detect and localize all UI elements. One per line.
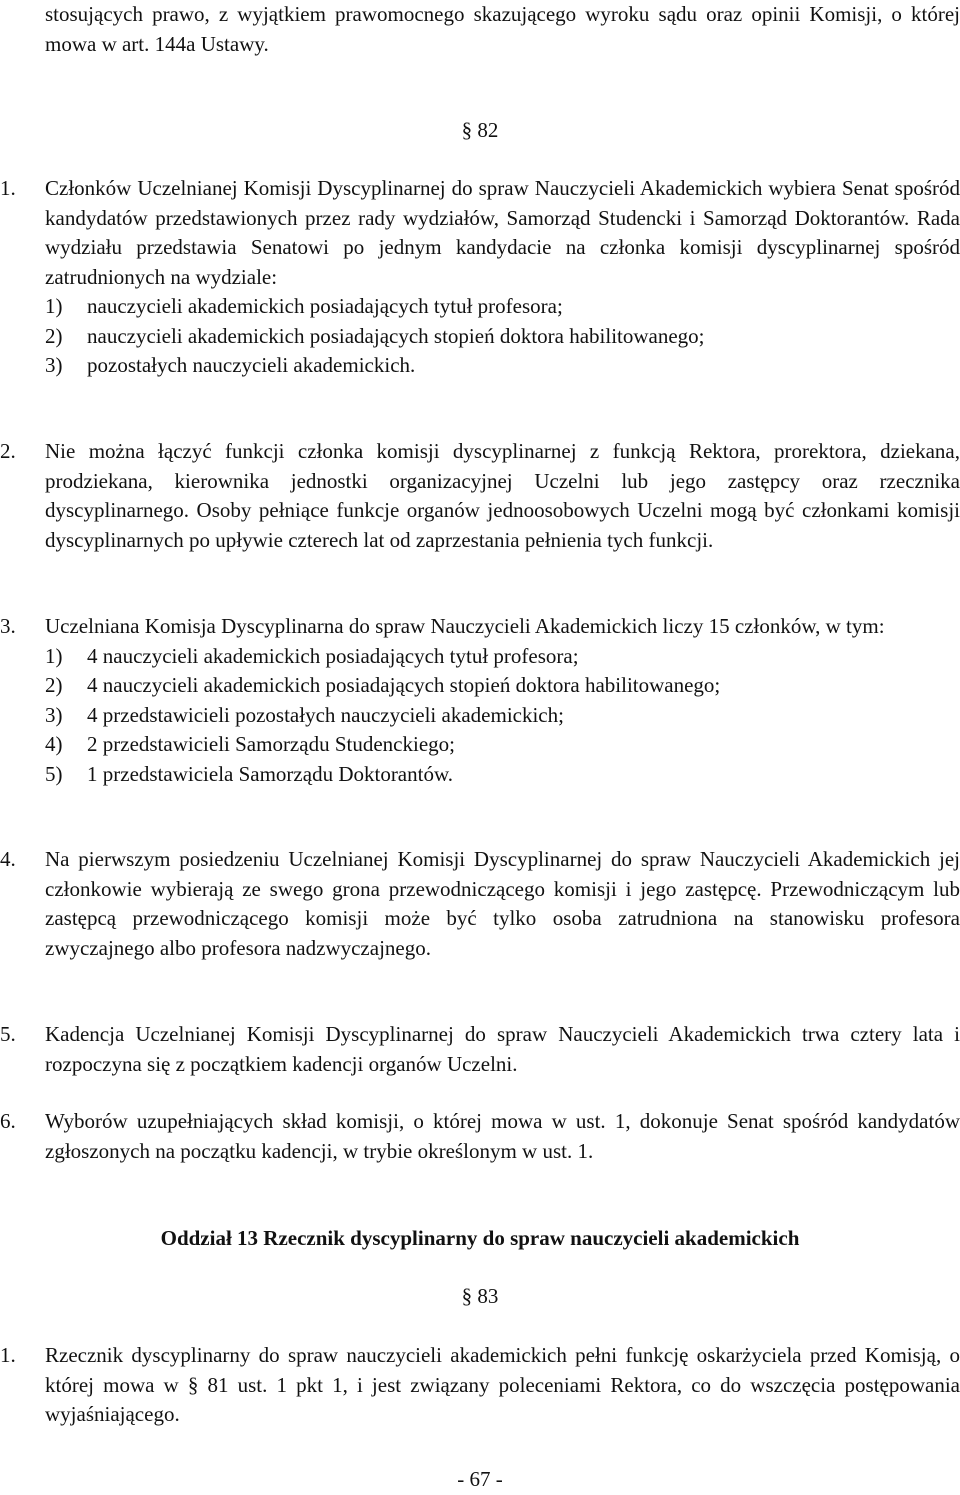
paragraph-number: 2. bbox=[0, 439, 16, 463]
paragraph-number: 3. bbox=[0, 614, 16, 638]
paragraph-2 bbox=[0, 437, 960, 555]
paragraph-text: Rzecznik dyscyplinarny do spraw nauczycieli akademickich pełni funkcję oskarżyciela przed Komisją, o której mowa w § 81 ust. 1 pkt 1, i jest związany poleceniami Rektora, co do wszczęcia postępowania wyjaśniającego. bbox=[45, 1343, 960, 1426]
paragraph-number: 5. bbox=[0, 1022, 16, 1046]
list-item: 5) 1 przedstawiciela Samorządu Doktorantów. bbox=[45, 761, 454, 786]
paragraph-6 bbox=[0, 1107, 960, 1166]
paragraph-text: Członków Uczelnianej Komisji Dyscyplinarnej do spraw Nauczycieli Akademickich wybiera Senat spośród kandydatów przedstawionych przez rady wydziałów, Samorząd Studencki i Samorząd Doktorantów. Rada wydziału przedstawia Senatowi po jednym kandydacie na członka komisji dyscyplinarnej spośród zatrudnionych na wydziale: bbox=[45, 176, 960, 289]
list-item: 2) nauczycieli akademickich posiadających stopień doktora habilitowanego; bbox=[45, 323, 705, 348]
section-82-heading: § 82 bbox=[461, 118, 499, 142]
paragraph-number: 1. bbox=[0, 176, 16, 200]
paragraph-3 bbox=[0, 612, 960, 789]
paragraph-4 bbox=[0, 845, 960, 963]
list-item: 3) pozostałych nauczycieli akademickich. bbox=[45, 353, 416, 377]
paragraph-text: Kadencja Uczelnianej Komisji Dyscyplinarnej do spraw Nauczycieli Akademickich trwa cztery lata i rozpoczyna się z początkiem kadencji organów Uczelni. bbox=[45, 1022, 960, 1076]
list-item: 1) nauczycieli akademickich posiadających tytuł profesora; bbox=[45, 294, 563, 318]
paragraph-number: 6. bbox=[0, 1109, 16, 1133]
paragraph-5 bbox=[0, 1020, 960, 1079]
paragraph-text: Nie można łączyć funkcji członka komisji dyscyplinarnej z funkcją Rektora, prorektora, dziekana, prodziekana, kierownika jednostki organizacyjnej Uczelni lub jego zastępcy oraz rzecznika dyscyplinarnego. Osoby pełniące funkcje organów jednoosobowych Uczelni mogą być członkami komisji dyscyplinarnych po upływie czterech lat od zaprzestania pełnienia tych funkcji. bbox=[45, 439, 960, 552]
list-item: 4) 2 przedstawicieli Samorządu Studenckiego; bbox=[45, 732, 455, 756]
paragraph-1 bbox=[0, 174, 960, 381]
list-item: 2) 4 nauczycieli akademickich posiadających stopień doktora habilitowanego; bbox=[45, 673, 721, 697]
section-83-heading: § 83 bbox=[461, 1284, 499, 1308]
paragraph-text: Wyborów uzupełniających skład komisji, o której mowa w ust. 1, dokonuje Senat spośród kandydatów zgłoszonych na początku kadencji, w trybie określonym w ust. 1. bbox=[45, 1109, 960, 1163]
paragraph-number: 4. bbox=[0, 847, 16, 871]
chapter-heading: Oddział 13 Rzecznik dyscyplinarny do spraw nauczycieli akademickich bbox=[160, 1226, 800, 1250]
list-item: 3) 4 przedstawicieli pozostałych nauczycieli akademickich; bbox=[45, 702, 564, 727]
paragraph-83-1 bbox=[0, 1341, 960, 1430]
intro-paragraph: stosujących prawo, z wyjątkiem prawomocnego skazującego wyroku sądu oraz opinii Komisji, o której mowa w art. 144a Ustawy. bbox=[45, 2, 960, 56]
list-item: 1) 4 nauczycieli akademickich posiadających tytuł profesora; bbox=[45, 643, 579, 668]
paragraph-text: Na pierwszym posiedzeniu Uczelnianej Komisji Dyscyplinarnej do spraw Nauczycieli Akademickich jej członkowie wybierają ze swego grona przewodniczącego komisji i jego zastępcę. Przewodniczącym lub zastępcą przewodniczącego komisji może być tylko osoba zatrudniona na stanowisku profesora zwyczajnego albo profesora nadzwyczajnego. bbox=[45, 847, 960, 960]
page-number: - 67 - bbox=[457, 1467, 503, 1491]
paragraph-text: Uczelniana Komisja Dyscyplinarna do spraw Nauczycieli Akademickich liczy 15 członków, w tym: bbox=[45, 614, 885, 638]
paragraph-number: 1. bbox=[0, 1343, 16, 1367]
